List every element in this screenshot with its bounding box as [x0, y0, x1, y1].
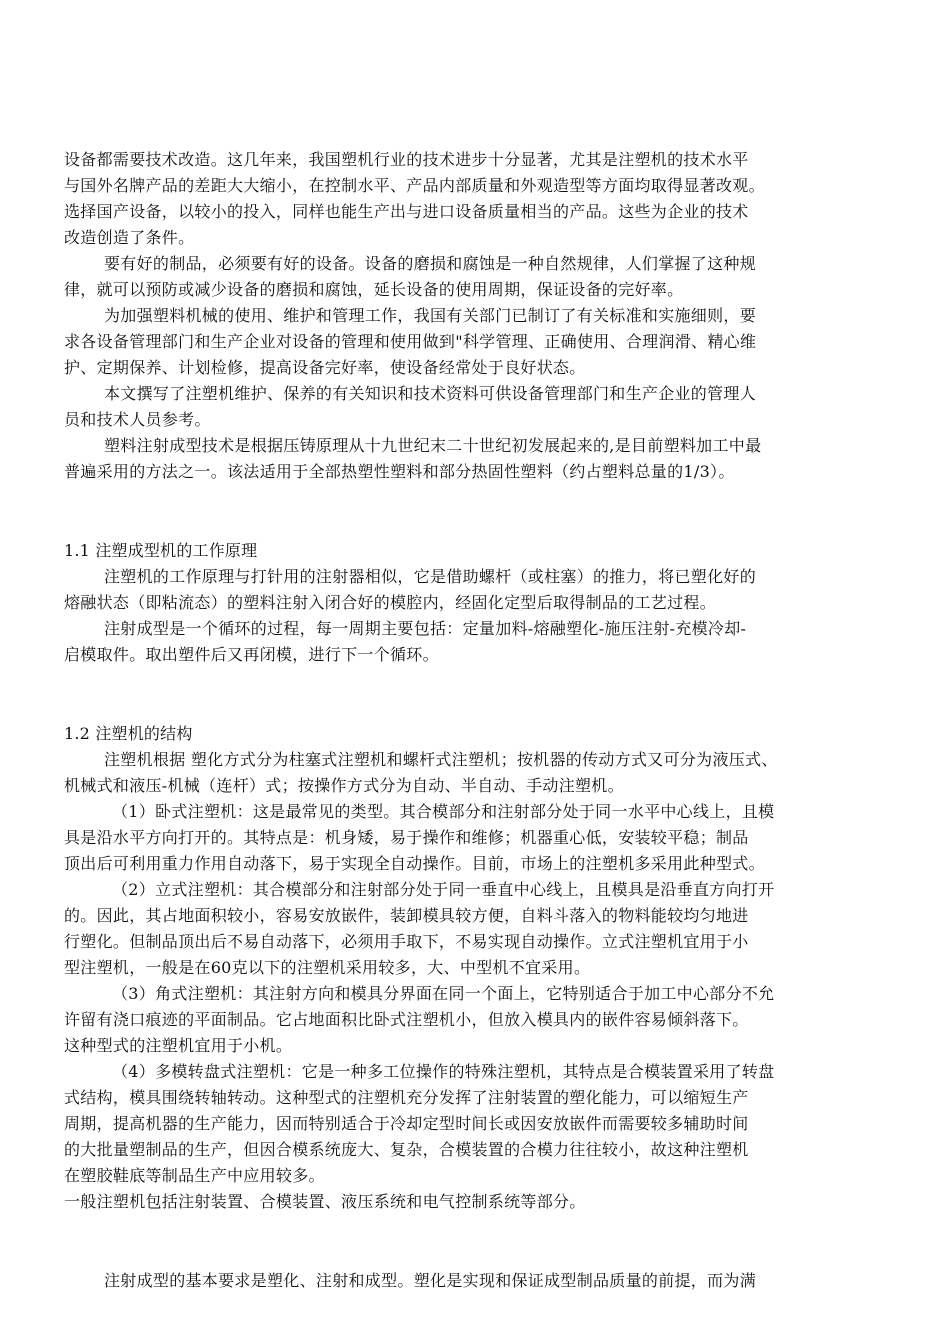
- text-line: 注射成型的基本要求是塑化、注射和成型。塑化是实现和保证成型制品质量的前提，而为满: [104, 1271, 757, 1290]
- text-line: （3）角式注塑机：其注射方向和模具分界面在同一个面上，它特别适合于加工中心部分不允: [112, 984, 775, 1003]
- text-line: 为加强塑料机械的使用、维护和管理工作，我国有关部门已制订了有关标准和实施细则，要: [104, 306, 757, 325]
- text-line: 求各设备管理部门和生产企业对设备的管理和使用做到"科学管理、正确使用、合理润滑、精心维: [64, 332, 757, 351]
- text-line: 型注塑机，一般是在60克以下的注塑机采用较多，大、中型机不宜采用。: [64, 958, 591, 977]
- text-line: 的。因此，其占地面积较小，容易安放嵌件，装卸模具较方便，自料斗落入的物料能较均匀地进: [64, 906, 749, 925]
- text-line: 律，就可以预防或减少设备的磨损和腐蚀，延长设备的使用周期，保证设备的完好率。: [64, 280, 684, 299]
- text-line: 注塑机根据 塑化方式分为柱塞式注塑机和螺杆式注塑机；按机器的传动方式又可分为液压式、: [104, 750, 778, 769]
- text-line: 设备都需要技术改造。这几年来，我国塑机行业的技术进步十分显著，尤其是注塑机的技术水平: [64, 150, 749, 169]
- text-line: 塑料注射成型技术是根据压铸原理从十九世纪末二十世纪初发展起来的,是目前塑料加工中最: [104, 436, 762, 455]
- section-heading: 1.1 注塑成型机的工作原理: [64, 541, 258, 560]
- text-line: 护、定期保养、计划检修，提高设备完好率，使设备经常处于良好状态。: [64, 358, 586, 377]
- text-line: （4）多模转盘式注塑机：它是一种多工位操作的特殊注塑机，其特点是合模装置采用了转盘: [112, 1062, 775, 1081]
- text-line: 许留有浇口痕迹的平面制品。它占地面积比卧式注塑机小，但放入模具内的嵌件容易倾斜落下。: [64, 1010, 749, 1029]
- text-line: 与国外名牌产品的差距大大缩小，在控制水平、产品内部质量和外观造型等方面均取得显著改观。: [64, 176, 765, 195]
- text-line: 在塑胶鞋底等制品生产中应用较多。: [64, 1166, 325, 1185]
- text-line: 改造创造了条件。: [64, 228, 195, 247]
- text-line: 要有好的制品，必须要有好的设备。设备的磨损和腐蚀是一种自然规律，人们掌握了这种规: [104, 254, 757, 273]
- text-line: 员和技术人员参考。: [64, 410, 211, 429]
- section-heading: 1.2 注塑机的结构: [64, 724, 193, 743]
- text-line: 顶出后可利用重力作用自动落下，易于实现全自动操作。目前，市场上的注塑机多采用此种型式。: [64, 854, 765, 873]
- text-line: 熔融状态（即粘流态）的塑料注射入闭合好的模腔内，经固化定型后取得制品的工艺过程。: [64, 593, 717, 612]
- text-line: 式结构，模具围绕转轴转动。这种型式的注塑机充分发挥了注射装置的塑化能力，可以缩短生产: [64, 1088, 749, 1107]
- text-line: 本文撰写了注塑机维护、保养的有关知识和技术资料可供设备管理部门和生产企业的管理人: [104, 384, 757, 403]
- text-line: 机械式和液压-机械（连杆）式；按操作方式分为自动、半自动、手动注塑机。: [64, 776, 624, 795]
- text-line: 一般注塑机包括注射装置、合模装置、液压系统和电气控制系统等部分。: [64, 1192, 586, 1211]
- text-line: 行塑化。但制品顶出后不易自动落下，必须用手取下，不易实现自动操作。立式注塑机宜用于小: [64, 932, 749, 951]
- text-line: （2）立式注塑机：其合模部分和注射部分处于同一垂直中心线上，且模具是沿垂直方向打开: [112, 880, 775, 899]
- text-line: 这种型式的注塑机宜用于小机。: [64, 1036, 293, 1055]
- text-line: 具是沿水平方向打开的。其特点是：机身矮，易于操作和维修；机器重心低，安装较平稳；制品: [64, 828, 749, 847]
- text-line: 的大批量塑制品的生产，但因合模系统庞大、复杂，合模装置的合模力往往较小，故这种注塑机: [64, 1140, 749, 1159]
- text-line: 周期，提高机器的生产能力，因而特别适合于冷却定型时间长或因安放嵌件而需要较多辅助时间: [64, 1114, 749, 1133]
- text-line: 注射成型是一个循环的过程，每一周期主要包括：定量加料-熔融塑化-施压注射-充模冷却-: [104, 619, 747, 638]
- text-line: 选择国产设备，以较小的投入，同样也能生产出与进口设备质量相当的产品。这些为企业的技术: [64, 202, 749, 221]
- text-line: 普遍采用的方法之一。该法适用于全部热塑性塑料和部分热固性塑料（约占塑料总量的1/3）。: [64, 462, 735, 481]
- text-line: 注塑机的工作原理与打针用的注射器相似，它是借助螺杆（或柱塞）的推力，将已塑化好的: [104, 567, 757, 586]
- text-line: （1）卧式注塑机：这是最常见的类型。其合模部分和注射部分处于同一水平中心线上，且模: [112, 802, 775, 821]
- text-line: 启模取件。取出塑件后又再闭模，进行下一个循环。: [64, 645, 439, 664]
